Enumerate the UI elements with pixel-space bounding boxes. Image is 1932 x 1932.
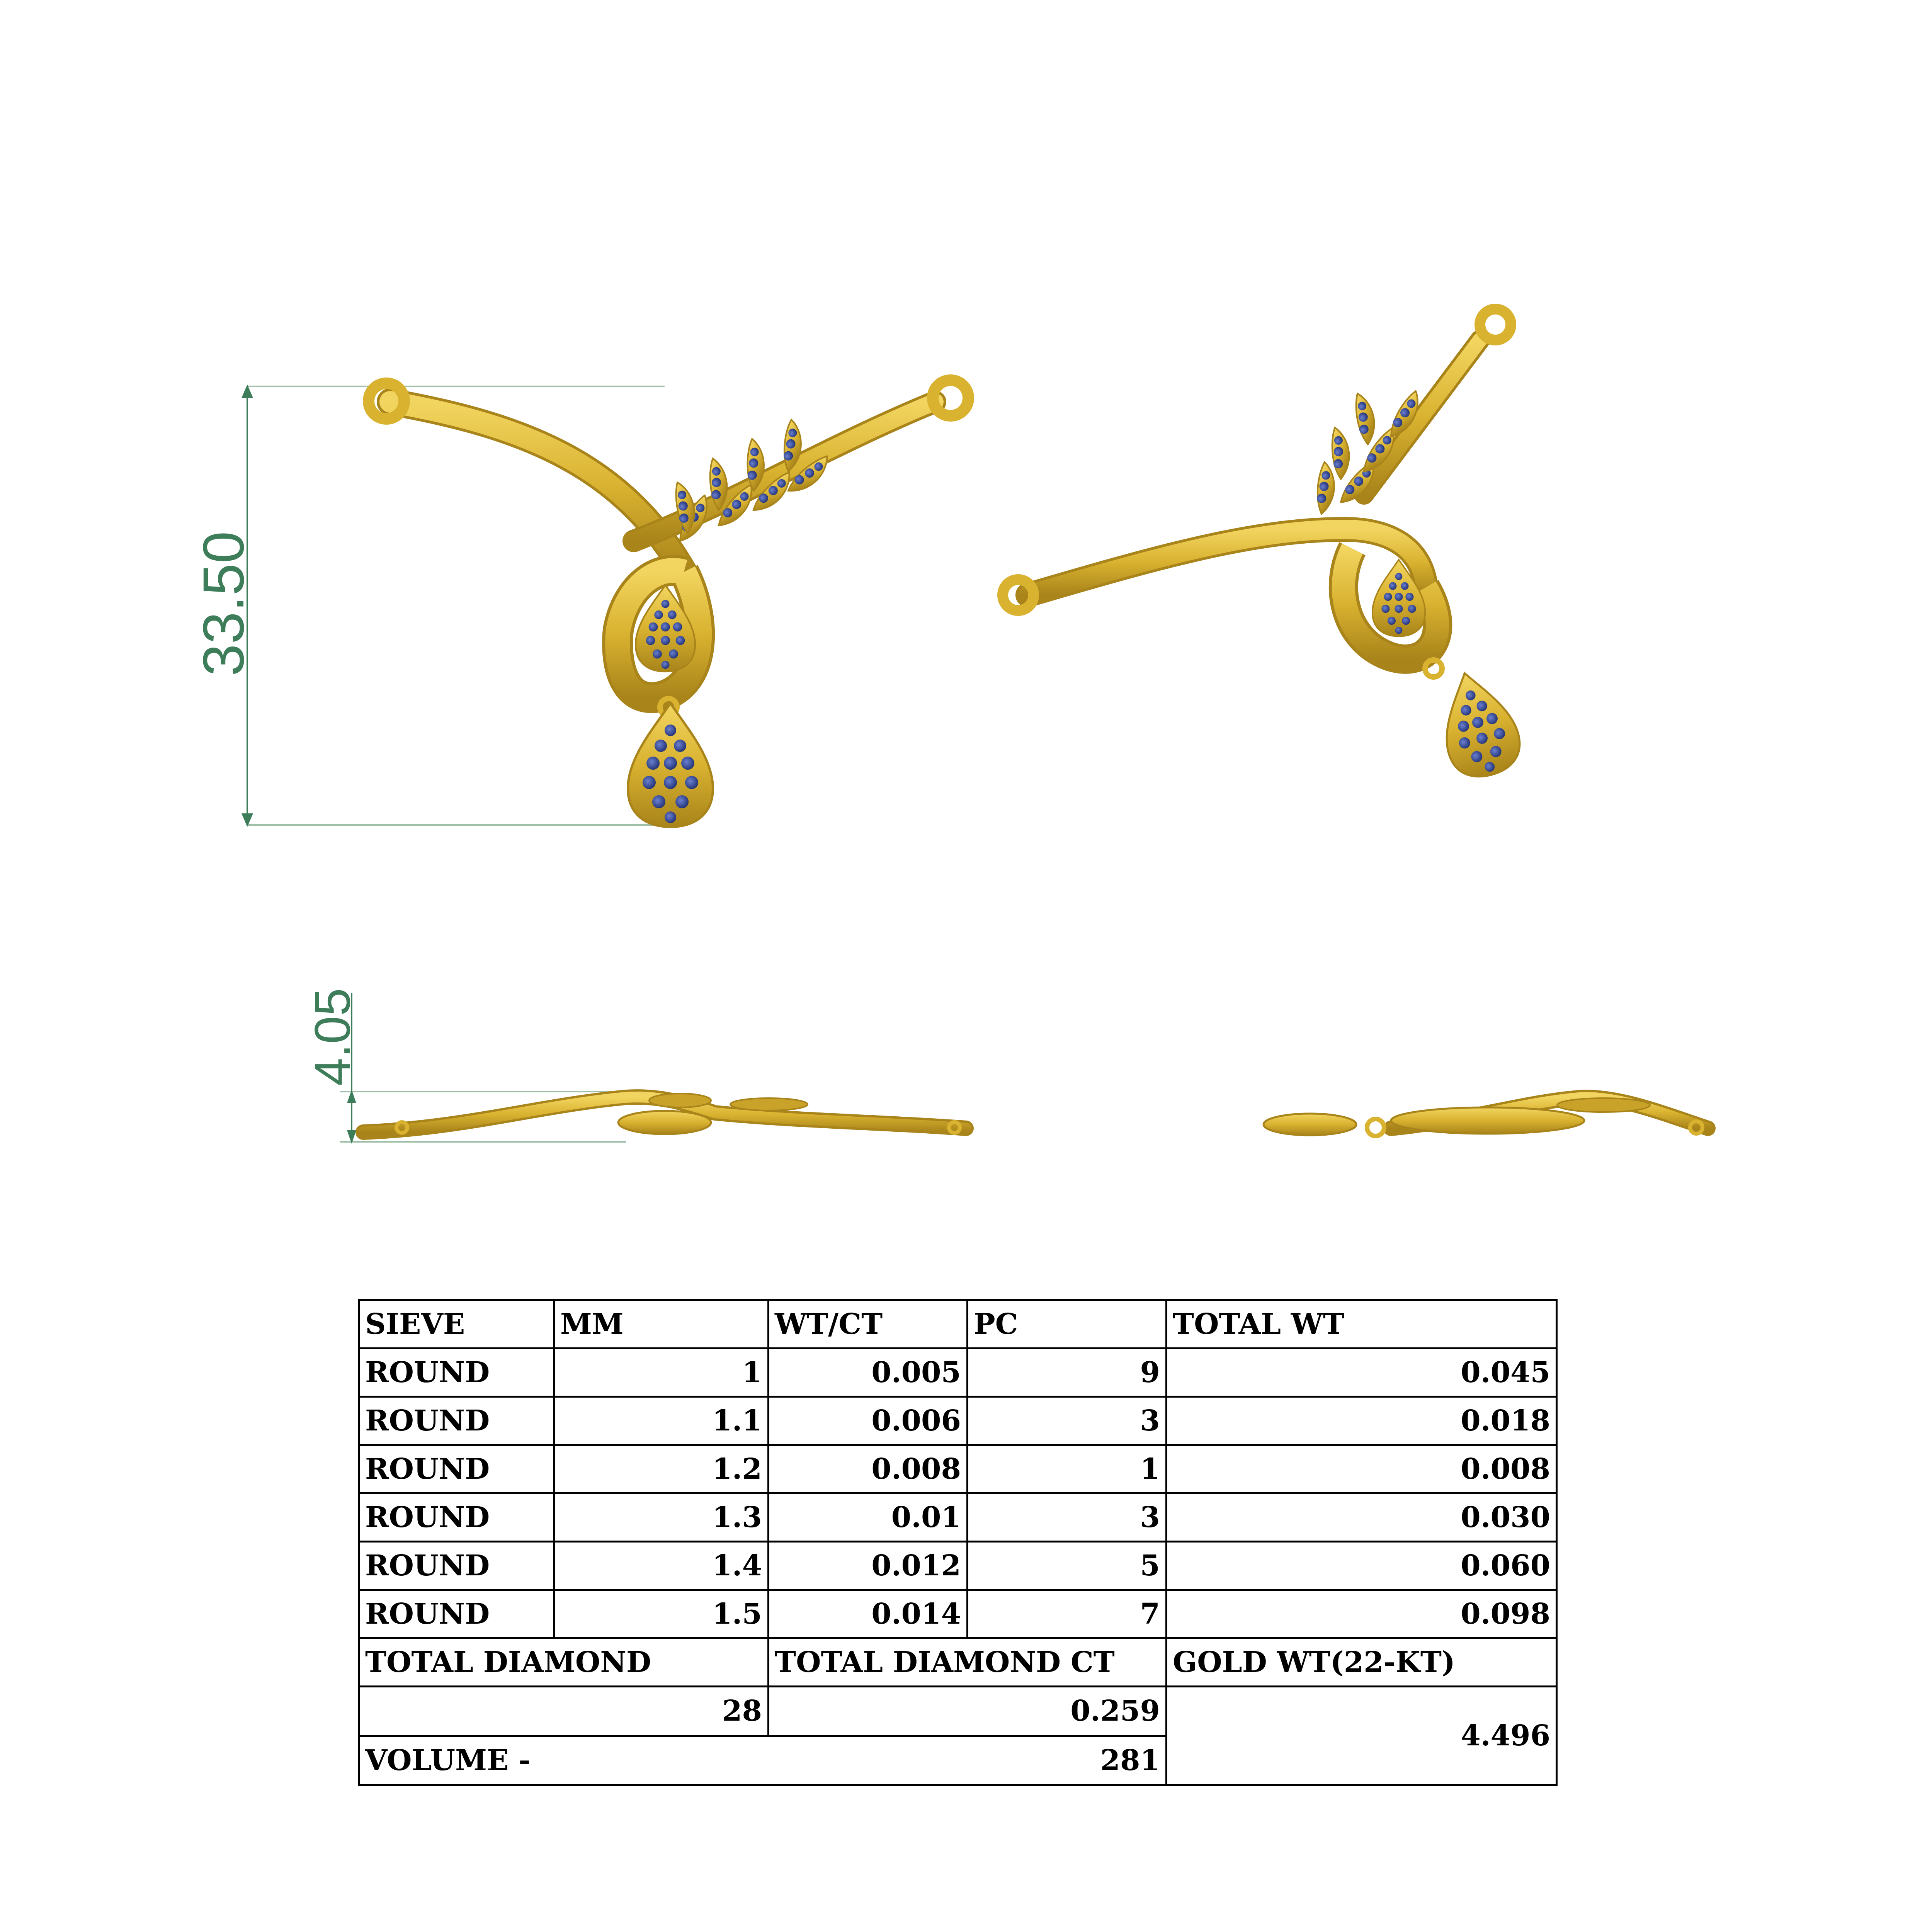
cell-wt-ct: 0.01 <box>769 1493 968 1542</box>
side-view-left <box>340 993 966 1144</box>
cell-sieve: ROUND <box>359 1590 554 1638</box>
cell-total-wt: 0.030 <box>1167 1493 1557 1542</box>
cell-mm: 1 <box>554 1349 769 1397</box>
cell-mm: 1.5 <box>554 1590 769 1638</box>
total-diamond-ct-label: TOTAL DIAMOND CT <box>769 1638 1167 1687</box>
cell-mm: 1.3 <box>554 1493 769 1542</box>
cell-total-wt: 0.060 <box>1167 1542 1557 1590</box>
cell-pc: 3 <box>968 1493 1167 1542</box>
cell-sieve: ROUND <box>359 1349 554 1397</box>
header-wt-ct: WT/CT <box>769 1300 968 1349</box>
gold-wt-label: GOLD WT(22-KT) <box>1167 1638 1557 1687</box>
front-view <box>242 380 968 827</box>
summary-value-row <box>359 1687 1557 1736</box>
total-diamond-value: 28 <box>359 1687 769 1736</box>
cell-mm: 1.2 <box>554 1445 769 1493</box>
angled-view <box>1003 309 1527 784</box>
summary-label-row <box>359 1638 1557 1687</box>
side-view-right <box>1264 1097 1708 1136</box>
cell-pc: 3 <box>968 1397 1167 1445</box>
cell-wt-ct: 0.008 <box>769 1445 968 1493</box>
table-row <box>359 1397 1557 1445</box>
height-dimension-label: 33.50 <box>191 531 256 676</box>
cell-wt-ct: 0.012 <box>769 1542 968 1590</box>
cell-pc: 5 <box>968 1542 1167 1590</box>
cell-total-wt: 0.045 <box>1167 1349 1557 1397</box>
cell-sieve: ROUND <box>359 1542 554 1590</box>
cell-mm: 1.1 <box>554 1397 769 1445</box>
table-row <box>359 1349 1557 1397</box>
table-row <box>359 1493 1557 1542</box>
header-mm: MM <box>554 1300 769 1349</box>
cell-pc: 1 <box>968 1445 1167 1493</box>
cell-total-wt: 0.018 <box>1167 1397 1557 1445</box>
table-row <box>359 1445 1557 1493</box>
total-diamond-label: TOTAL DIAMOND <box>359 1638 769 1687</box>
cell-pc: 9 <box>968 1349 1167 1397</box>
thickness-dimension-label: 4.05 <box>304 988 361 1086</box>
table-header-row <box>359 1300 1557 1349</box>
cell-pc: 7 <box>968 1590 1167 1638</box>
specification-table <box>358 1299 1558 1786</box>
gold-wt-value: 4.496 <box>1167 1687 1557 1785</box>
header-pc: PC <box>968 1300 1167 1349</box>
cell-wt-ct: 0.005 <box>769 1349 968 1397</box>
cell-mm: 1.4 <box>554 1542 769 1590</box>
cell-sieve: ROUND <box>359 1397 554 1445</box>
cell-sieve: ROUND <box>359 1493 554 1542</box>
cell-wt-ct: 0.014 <box>769 1590 968 1638</box>
table-row <box>359 1590 1557 1638</box>
cell-sieve: ROUND <box>359 1445 554 1493</box>
header-total-wt: TOTAL WT <box>1167 1300 1557 1349</box>
cell-total-wt: 0.008 <box>1167 1445 1557 1493</box>
cell-total-wt: 0.098 <box>1167 1590 1557 1638</box>
cell-wt-ct: 0.006 <box>769 1397 968 1445</box>
volume-value: 281 <box>769 1736 1167 1785</box>
volume-label: VOLUME - <box>359 1736 769 1785</box>
table-row <box>359 1542 1557 1590</box>
total-diamond-ct-value: 0.259 <box>769 1687 1167 1736</box>
header-sieve: SIEVE <box>359 1300 554 1349</box>
